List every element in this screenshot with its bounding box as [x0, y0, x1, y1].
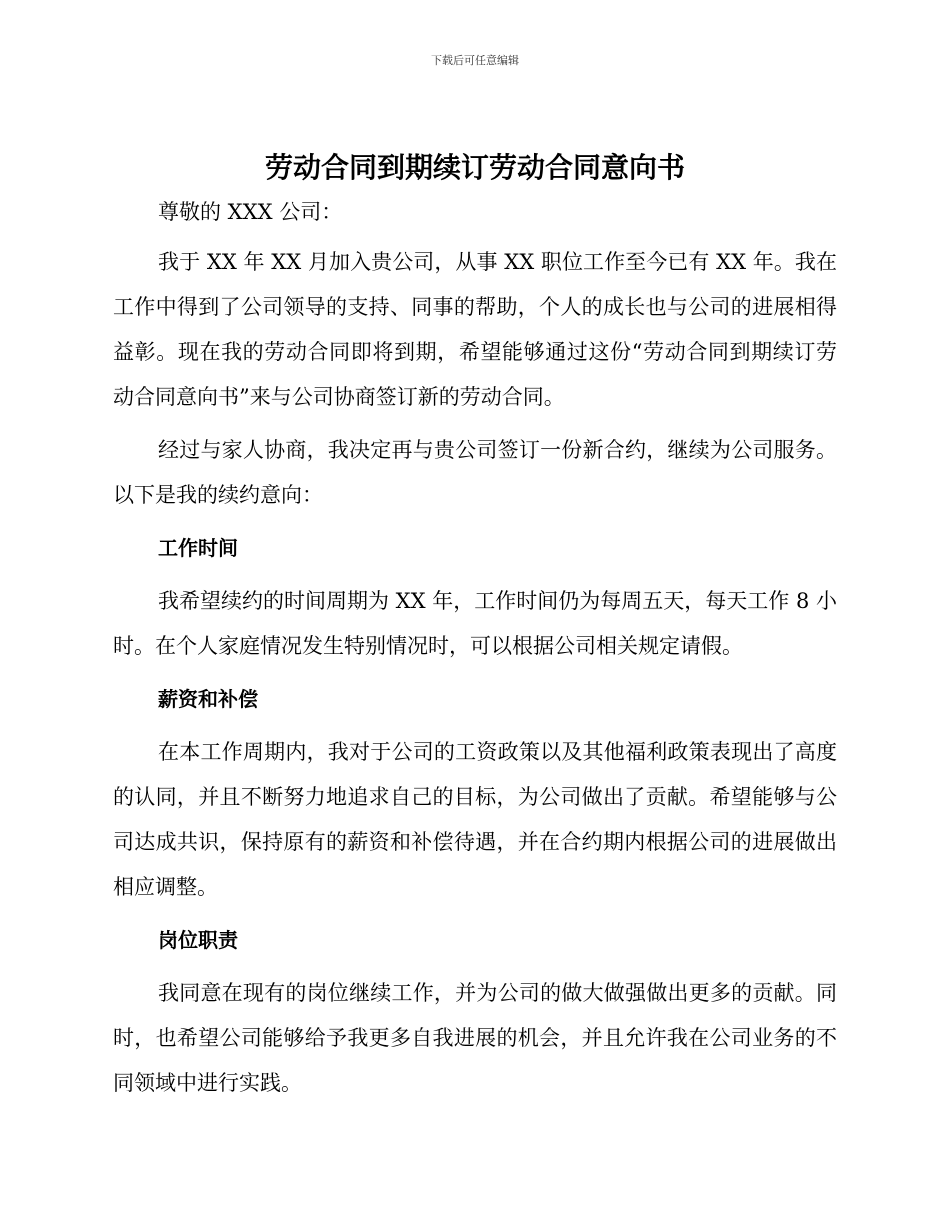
intro-paragraph: 我于 XX 年 XX 月加入贵公司，从事 XX 职位工作至今已有 XX 年。我在工作中得到了公司领导的支持、同事的帮助，个人的成长也与公司的进展相得益彰。现在我的劳动合同即将到期，希望能够通过这份“劳动合同到期续订劳动合同意向书”来与公司协商签订新的劳动合同。: [113, 250, 837, 409]
section-heading-salary: 薪资和补偿: [158, 687, 258, 711]
document-title: 劳动合同到期续订劳动合同意向书: [264, 151, 685, 184]
spacer: [113, 571, 837, 579]
section-body-salary: 在本工作周期内，我对于公司的工资政策以及其他福利政策表现出了高度的认同，并且不断努力地追求自己的目标，为公司做出了贡献。希望能够与公司达成共识，保持原有的薪资和补偿待遇，并在合约期内根据公司的进展做出相应调整。: [113, 740, 837, 899]
section-body-duties: 我同意在现有的岗位继续工作，并为公司的做大做强做出更多的贡献。同时，也希望公司能够给予我更多自我进展的机会，并且允许我在公司业务的不同领域中进行实践。: [113, 981, 837, 1095]
spacer: [113, 963, 837, 971]
document-body: [113, 192, 837, 1106]
section-heading-work-time: 工作时间: [158, 536, 238, 560]
spacer: [113, 669, 837, 677]
spacer: [113, 518, 837, 526]
spacer: [113, 722, 837, 730]
decision-paragraph: 经过与家人协商，我决定再与贵公司签订一份新合约，继续为公司服务。以下是我的续约意向：: [113, 438, 837, 507]
spacer: [113, 420, 837, 428]
spacer: [113, 232, 837, 240]
section-body-work-time: 我希望续约的时间周期为 XX 年，工作时间仍为每周五天，每天工作 8 小时。在个人家庭情况发生特别情况时，可以根据公司相关规定请假。: [113, 589, 837, 658]
header-note: 下载后可任意编辑: [431, 54, 519, 67]
salutation: 尊敬的 XXX 公司：: [158, 200, 343, 224]
section-heading-duties: 岗位职责: [158, 928, 238, 952]
spacer: [113, 910, 837, 918]
